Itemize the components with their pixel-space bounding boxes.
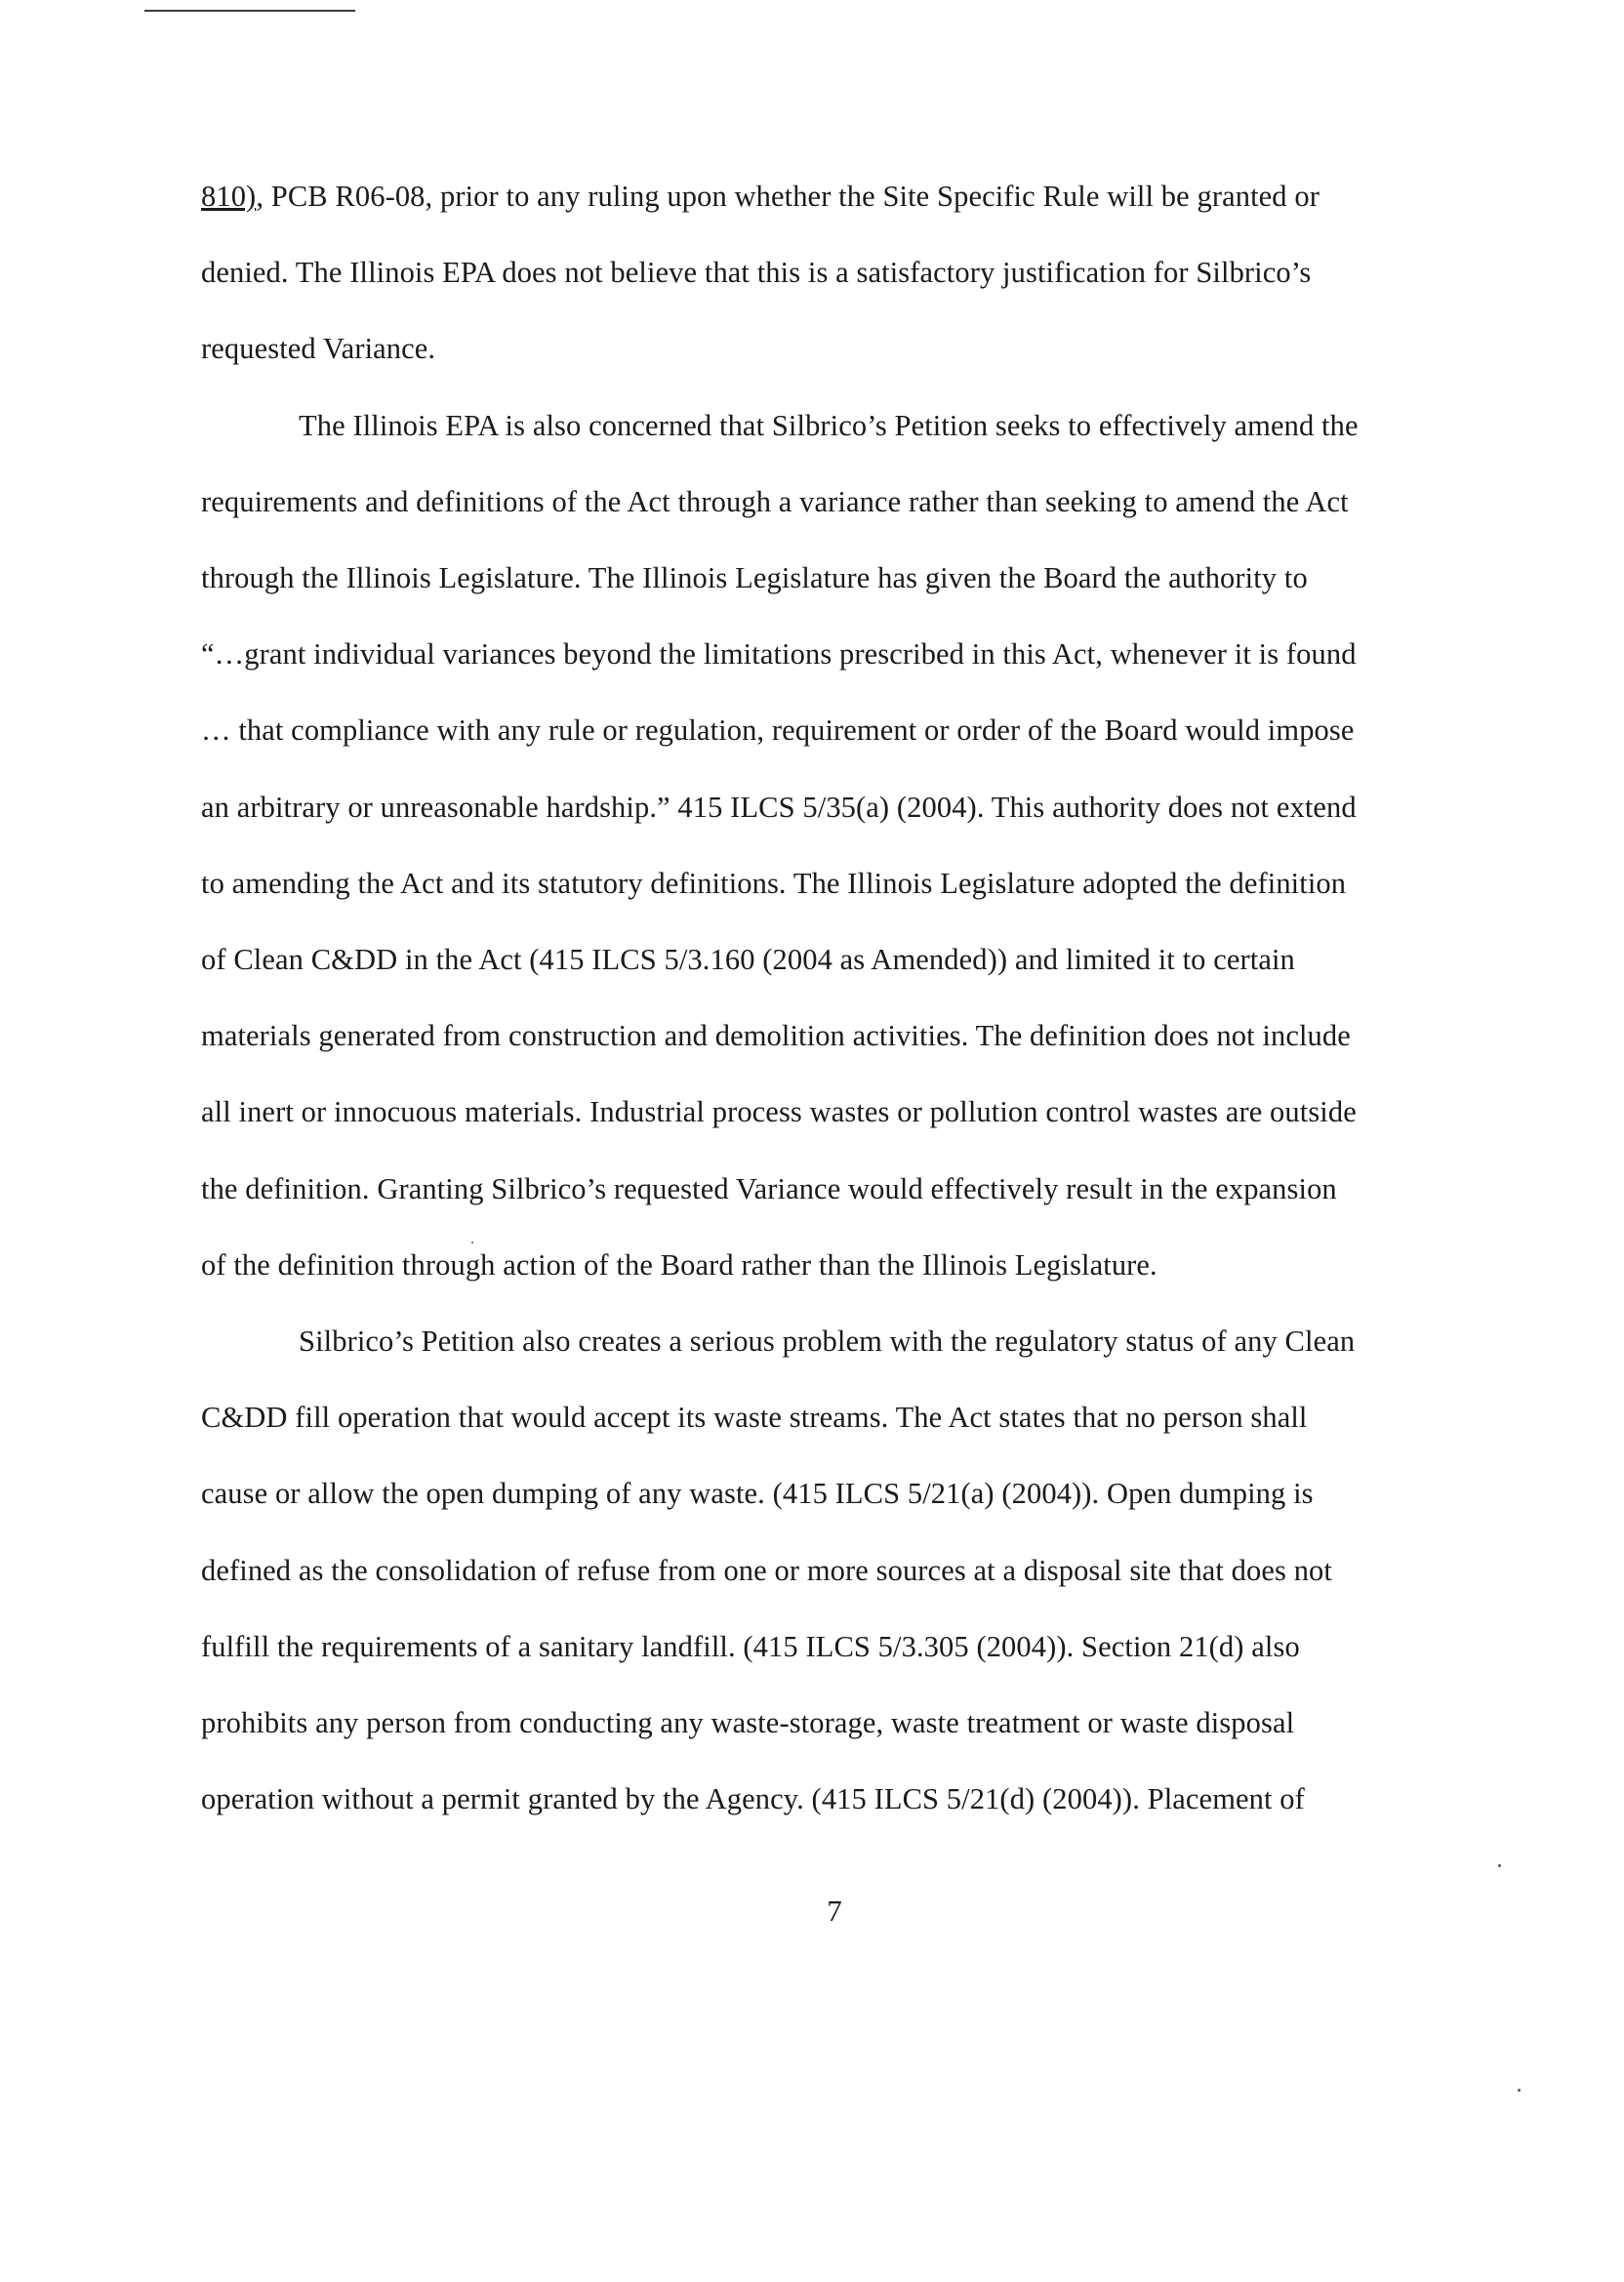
text-line [201,179,1470,214]
underlined-text: 810) [201,180,257,213]
text-line [201,484,1470,519]
line-text: prohibits any person from conducting any waste-storage, waste treatment or waste disposal [201,1706,1295,1739]
top-rule [144,10,355,12]
text-line [201,1629,1470,1664]
line-text: cause or allow the open dumping of any waste. (415 ILCS 5/21(a) (2004)). Open dumping is [201,1477,1314,1511]
text-line [201,942,1470,977]
page-number: 7 [827,1894,842,1928]
line-text: defined as the consolidation of refuse from one or more sources at a disposal site that does not [201,1553,1332,1587]
text-line [201,1553,1470,1588]
line-text: requested Variance. [201,332,436,366]
text-line [201,1171,1470,1206]
text-line [201,331,1470,366]
line-text: all inert or innocuous materials. Industrial process wastes or pollution control wastes are outside [201,1095,1357,1129]
line-text: materials generated from construction and demolition activities. The definition does not include [201,1019,1351,1053]
text-line [201,636,1470,672]
line-text: , PCB R06-08, prior to any ruling upon whether the Site Specific Rule will be granted or [256,180,1320,213]
paragraph-first-line [299,408,1567,443]
text-line [201,255,1470,290]
text-line [201,1781,1470,1816]
line-text: Silbrico’s Petition also creates a serious problem with the regulatory status of any Clean [299,1324,1356,1358]
text-line [201,713,1470,748]
line-text: requirements and definitions of the Act through a variance rather than seeking to amend the Act [201,484,1349,518]
text-line [201,1018,1470,1053]
line-text: the definition. Granting Silbrico’s requested Variance would effectively result in the expansion [201,1171,1337,1205]
line-text: operation without a permit granted by the Agency. (415 ILCS 5/21(d) (2004)). Placement of [201,1782,1305,1816]
text-line [201,1094,1470,1129]
paragraph-first-line [299,1324,1567,1359]
text-line [201,790,1470,825]
line-text: C&DD fill operation that would accept its waste streams. The Act states that no person shall [201,1401,1308,1435]
line-text: through the Illinois Legislature. The Illinois Legislature has given the Board the authority to [201,561,1308,594]
line-text: fulfill the requirements of a sanitary landfill. (415 ILCS 5/3.305 (2004)). Section 21(d) also [201,1629,1300,1663]
text-line [201,866,1470,901]
line-text: to amending the Act and its statutory definitions. The Illinois Legislature adopted the definition [201,866,1347,900]
text-line [201,1476,1470,1511]
text-line [201,1247,1470,1283]
line-text: … that compliance with any rule or regulation, requirement or order of the Board would impose [201,713,1355,748]
text-line [201,1400,1470,1435]
line-text: The Illinois EPA is also concerned that Silbrico’s Petition seeks to effectively amend the [299,408,1359,442]
line-text: of Clean C&DD in the Act (415 ILCS 5/3.160 (2004 as Amended)) and limited it to certain [201,943,1295,976]
scan-speck [471,1242,473,1243]
text-line [201,560,1470,595]
line-text: an arbitrary or unreasonable hardship.” 415 ILCS 5/35(a) (2004). This authority does not extend [201,790,1357,824]
line-text: of the definition through action of the Board rather than the Illinois Legislature. [201,1247,1157,1282]
line-text: denied. The Illinois EPA does not believe that this is a satisfactory justification for Silbrico’s [201,256,1312,290]
scan-speck [1518,2089,1521,2092]
text-line [201,1705,1470,1740]
line-text: “…grant individual variances beyond the limitations prescribed in this Act, whenever it is found [201,637,1357,672]
scan-speck [1498,1864,1501,1867]
